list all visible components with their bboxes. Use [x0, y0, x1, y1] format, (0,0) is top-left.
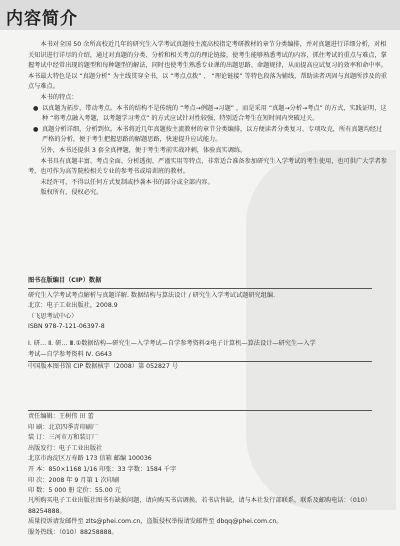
meta-line: 装 订：三河市万和装订厂 — [28, 434, 99, 442]
cip-line: 考试—自学参考资料 Ⅳ. G643 — [28, 350, 112, 358]
cip-record: 中国版本图书馆 CIP 数据核字（2008）第 052827 号 — [28, 363, 178, 371]
intro-paragraph: 本书具有真题丰富、考点全面、分析透彻、严谨实用等特点，非常适合准备参加研究生入学考试的考生使用，也可供广大学者参考，也可作为高等院校相关专业的参考书或培训班的教材。 — [28, 157, 387, 176]
page-title: 内容简介 — [6, 9, 78, 29]
meta-line: 印 刷：北京四季青印刷厂 — [28, 423, 99, 431]
feature-list — [28, 104, 388, 146]
publication-info — [28, 408, 378, 497]
meta-line: 印 数：5 000 册 定价：55.00 元 — [28, 487, 121, 495]
cip-line: ISBN 978-7-121-06397-8 — [28, 323, 105, 331]
feature-item: ● 以真题为拓步，带动考点。本书的结构不是传统的 “考点→例题→习题” ，而是采用 “真题→分析→考点” 的方式，实践证明，这种 “将考点融入考题，以考题学习考点” 的方式应试针对性较强，特别适合考生在短时间内突破过关。 — [33, 104, 387, 123]
meta-line: 出版发行：电子工业出版社 — [28, 444, 103, 452]
bullet-icon: ● — [33, 104, 39, 112]
cip-section — [28, 276, 378, 373]
intro-paragraph: 本书对全国 50 余所高校近几年的研究生入学考试真题按主流高校指定考研教材的章节分类编排，并对真题进行详细分析，对相关知识进行详尽的介绍，通过对真题的分类、分析和相关考点的理论链接，使考生能够熟悉考试的内容，抓住考试的重点与难点，掌握考试中经常出现的题型和每种题型的解法，同时也使考生熟悉专业课的出题思路、命题规律，从而提高应试复习的效率和命中率。本书最大特色是以 “真题分析” 为主线贯穿全书，以 “考点点拨” 、 “理论链接” 等特色段落为辅线，帮助读者巩固与真题所涉及的重点与难点。 — [28, 41, 387, 91]
meta-line: 责任编辑：王树伟 田 蕾 — [28, 413, 94, 420]
notice-line: 服务热线：（010）88258888。 — [28, 528, 118, 536]
intro-paragraph: 另外，本书还提供 3 套全真押题，便于考生考前实战冲刺，体验真实调练。 — [40, 146, 247, 154]
intro-paragraph: 本书的特点： — [40, 93, 78, 101]
intro-section — [28, 40, 388, 199]
cip-line: 北京：电子工业出版社，2008.9 — [28, 302, 118, 310]
cip-line: Ⅰ. 研… Ⅱ. 研… Ⅲ.①数据结构—研究生—入学考试—自学参考资料②电子计算机—算法设计—研究生—入学 — [28, 339, 316, 347]
cip-title: 图书在版编目（CIP）数据 — [28, 276, 372, 289]
feature-item: ● 真题分析详细，分析到位。本书将近几年真题按主流教材的章节分类编排，以方便读者分类复习、专项攻克，所有真题均经过严格的分析，便于考生把握思路的解题思路，快速提升应试能力。 — [33, 125, 383, 144]
notice-line: 质量投诉请发邮件至 zlts@phei.com.cn，盗版侵权举报请发邮件至 dbqq@phei.com.cn。 — [28, 518, 283, 526]
bullet-icon: ● — [33, 125, 39, 133]
publisher-notice — [28, 496, 378, 538]
intro-paragraph: 未经许可，不得以任何方式复制或抄袭本书的部分或全部内容。 — [40, 178, 214, 186]
cip-line: （飞思考试中心） — [28, 312, 78, 320]
header-bar — [0, 0, 400, 30]
meta-line: 印 次：2008 年 9 月第 1 次印刷 — [28, 476, 120, 484]
cip-line: 研究生入学考试考点解析与真题详解. 数据结构与算法设计 / 研究生入学考试试题研究组编. — [28, 291, 276, 299]
intro-paragraph: 版权所有，侵权必究。 — [40, 189, 103, 197]
notice-line: 凡所购买电子工业出版社图书有缺损问题，请向购买书店调换。若书店售缺，请与本社发行部联系，联系及邮购电话：（010）88254888。 — [28, 497, 371, 515]
meta-line: 开 本：850×1168 1/16 印张：33 字数：1584 千字 — [28, 465, 177, 473]
meta-line: 北京市海淀区万寿路 173 信箱 邮编 100036 — [28, 455, 152, 463]
